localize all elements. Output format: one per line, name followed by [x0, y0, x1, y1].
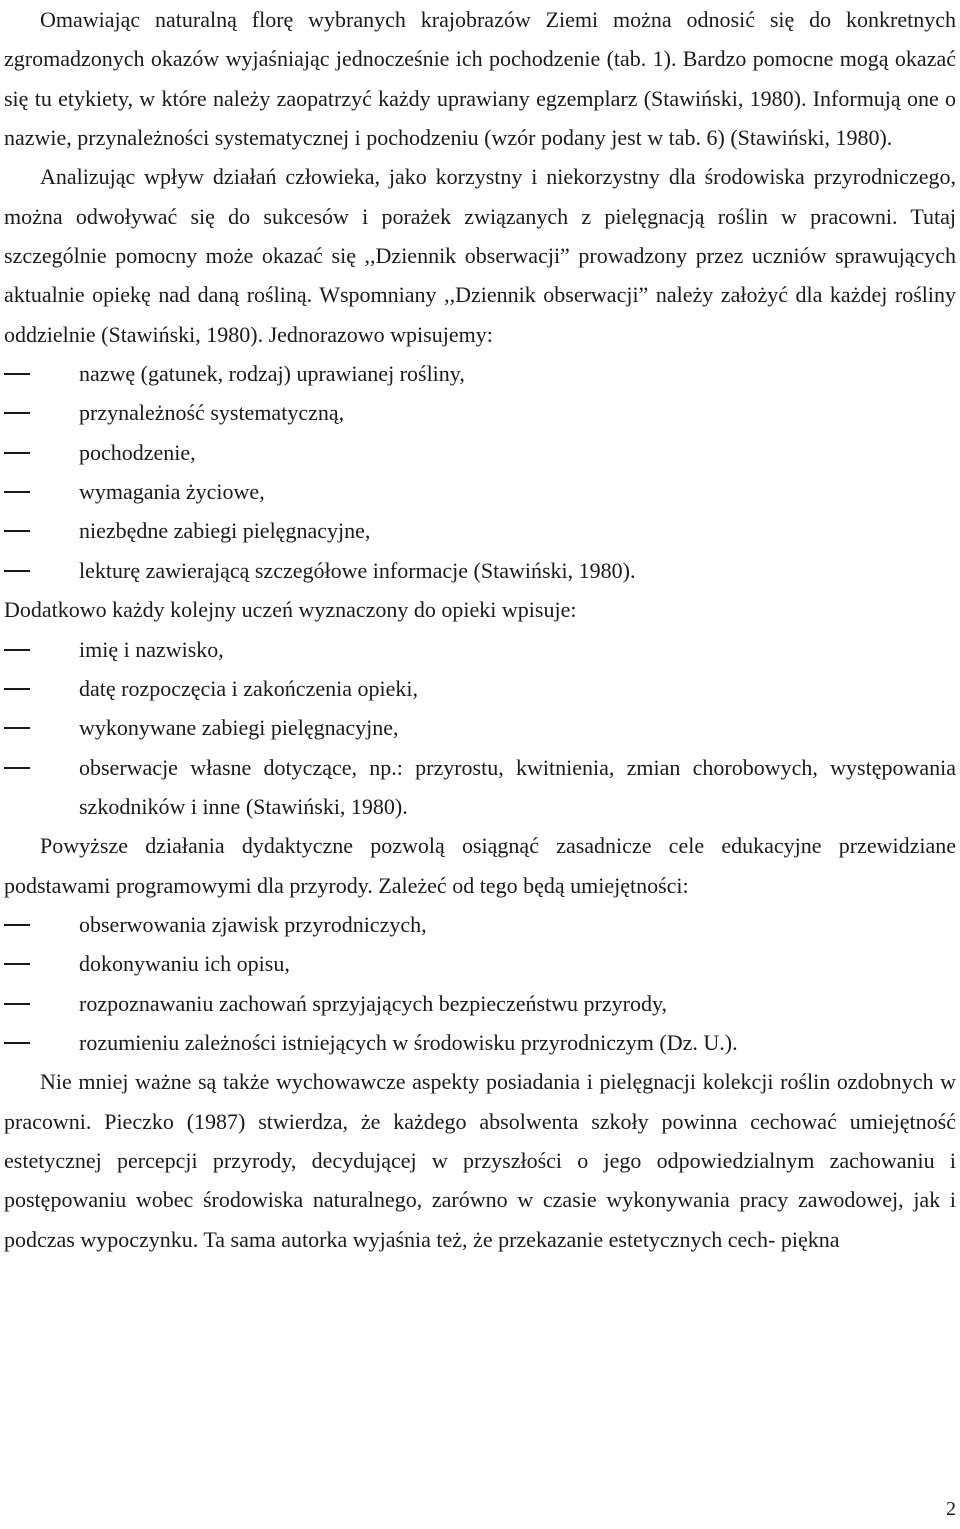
list-item-text: przynależność systematyczną, — [79, 400, 345, 426]
dash-bullet-icon — [4, 570, 30, 572]
paragraph-didactic-goals: Powyższe działania dydaktyczne pozwolą osiągnąć zasadnicze cele edukacyjne przewidziane podstawami programowymi dla przyrody. Zależeć od tego będą umiejętności: — [4, 833, 956, 898]
list-item-text: rozpoznawaniu zachowań sprzyjających bezpieczeństwu przyrody, — [79, 990, 668, 1016]
list-item-text: obserwowania zjawisk przyrodniczych, — [79, 911, 427, 937]
list-item-text: niezbędne zabiegi pielęgnacyjne, — [79, 518, 371, 544]
dash-bullet-icon — [4, 452, 30, 454]
paragraph-additional: Dodatkowo każdy kolejny uczeń wyznaczony do opieki wpisuje: — [4, 597, 577, 623]
list-item — [4, 984, 956, 1023]
dash-bullet-icon — [4, 491, 30, 493]
list-item — [4, 393, 956, 432]
list-item-text: wykonywane zabiegi pielęgnacyjne, — [79, 715, 399, 741]
list-item-text: imię i nazwisko, — [79, 636, 224, 662]
list-item-text: nazwę (gatunek, rodzaj) uprawianej rośliny, — [79, 361, 465, 387]
dash-bullet-icon — [4, 688, 30, 690]
list-item-text: pochodzenie, — [79, 439, 196, 465]
list-item — [4, 630, 956, 669]
list-item-text: obserwacje własne dotyczące, np.: przyrostu, kwitnienia, zmian chorobowych, występowania szkodników i inne (Stawiński, 1980). — [79, 754, 956, 819]
dash-bullet-icon — [4, 767, 30, 769]
student-entries-list — [4, 630, 956, 827]
dash-bullet-icon — [4, 1003, 30, 1005]
list-item — [4, 748, 956, 827]
list-item — [4, 944, 956, 983]
paragraph-educational-aspects: Nie mniej ważne są także wychowawcze aspekty posiadania i pielęgnacji kolekcji roślin ozdobnych w pracowni. Pieczko (1987) stwierdza, że każdego absolwenta szkoły powinna cechować umiejętność estetycznej percepcji przyrody, decydującej w przyszłości o jego odpowiedzialnym zachowaniu i postępowaniu wobec środowiska naturalnego, zarówno w czasie wykonywania pracy zawodowej, jak i podczas wypoczynku. Ta sama autorka wyjaśnia też, że przekazanie estetycznych cech- piękna — [4, 1069, 956, 1252]
paragraph-human-impact: Analizując wpływ działań człowieka, jako korzystny i niekorzystny dla środowiska przyrodniczego, można odwoływać się do sukcesów i porażek związanych z pielęgnacją roślin w pracowni. Tutaj szczególnie pomocny może okazać się ,,Dziennik obserwacji” prowadzony przez uczniów sprawujących aktualnie opiekę nad daną rośliną. Wspomniany ,,Dziennik obserwacji” należy założyć dla każdej rośliny oddzielnie (Stawiński, 1980). Jednorazowo wpisujemy: — [4, 164, 956, 347]
dash-bullet-icon — [4, 963, 30, 965]
list-item — [4, 511, 956, 550]
list-item — [4, 354, 956, 393]
list-item-text: lekturę zawierającą szczegółowe informacje (Stawiński, 1980). — [79, 557, 636, 583]
skills-list — [4, 905, 956, 1062]
list-item-text: rozumieniu zależności istniejących w środowisku przyrodniczym (Dz. U.). — [79, 1029, 738, 1055]
list-item-text: dokonywaniu ich opisu, — [79, 951, 290, 977]
list-item — [4, 433, 956, 472]
list-item-text: wymagania życiowe, — [79, 479, 265, 505]
dash-bullet-icon — [4, 1042, 30, 1044]
list-item — [4, 1023, 956, 1062]
dash-bullet-icon — [4, 924, 30, 926]
list-item — [4, 472, 956, 511]
list-item — [4, 708, 956, 747]
dash-bullet-icon — [4, 412, 30, 414]
page-number: 2 — [946, 1498, 956, 1520]
list-item — [4, 551, 956, 590]
dash-bullet-icon — [4, 649, 30, 651]
list-item — [4, 669, 956, 708]
journal-entries-list — [4, 354, 956, 590]
dash-bullet-icon — [4, 373, 30, 375]
dash-bullet-icon — [4, 727, 30, 729]
dash-bullet-icon — [4, 530, 30, 532]
document-page — [4, 0, 956, 1259]
list-item-text: datę rozpoczęcia i zakończenia opieki, — [79, 675, 418, 701]
list-item — [4, 905, 956, 944]
paragraph-flora: Omawiając naturalną florę wybranych krajobrazów Ziemi można odnosić się do konkretnych zgromadzonych okazów wyjaśniając jednocześnie ich pochodzenie (tab. 1). Bardzo pomocne mogą okazać się tu etykiety, w które należy zaopatrzyć każdy uprawiany egzemplarz (Stawiński, 1980). Informują one o nazwie, przynależności systematycznej i pochodzeniu (wzór podany jest w tab. 6) (Stawiński, 1980). — [4, 7, 956, 151]
